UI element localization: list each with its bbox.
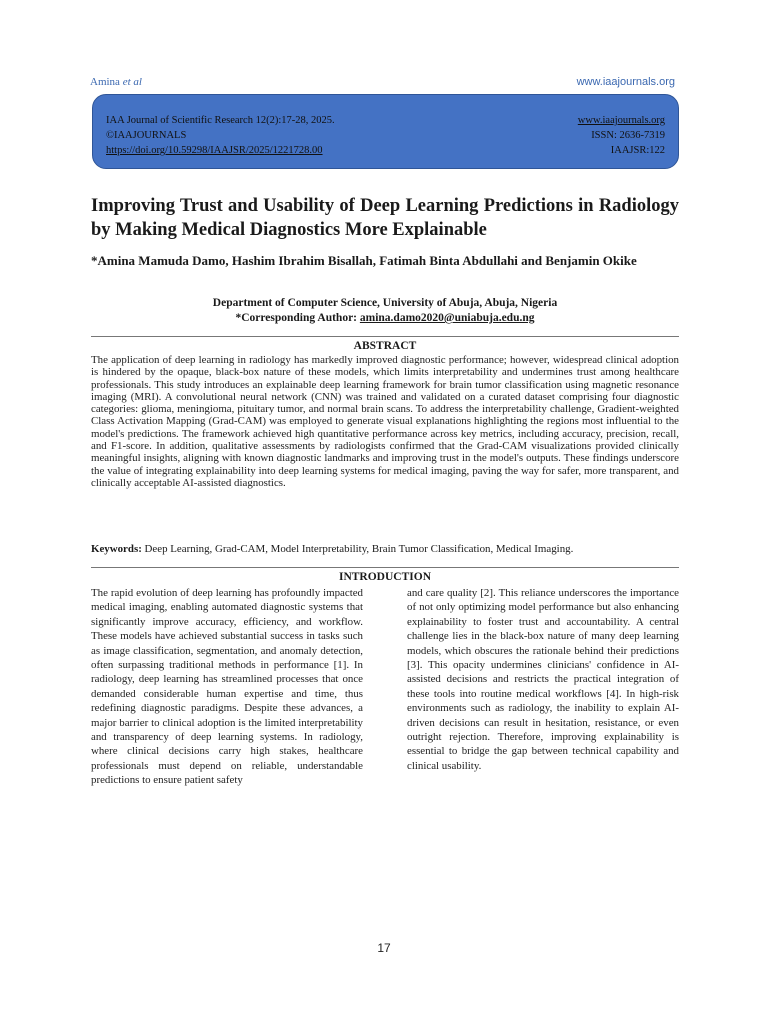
running-header-author xyxy=(90,76,142,88)
keywords-label: Keywords: xyxy=(91,543,142,555)
running-header xyxy=(90,76,675,92)
corresponding-label: *Corresponding Author: xyxy=(235,312,360,324)
issn: ISSN: 2636-7319 xyxy=(591,130,665,141)
page-number: 17 xyxy=(377,941,391,955)
introduction-left-column: The rapid evolution of deep learning has profoundly impacted medical imaging, enabling automated diagnostic systems that significantly improve accuracy, efficiency, and workflow. These models have achieved substantial success in tasks such as image classification, segmentation, and anomaly detection, often surpassing traditional methods in performance [1]. In radiology, deep learning has streamlined processes that once demanded considerable human expertise and time, thus redefining diagnostic paradigms. Despite these advances, a major barrier to clinical adoption is the limited interpretability and transparency of deep learning systems. In radiology, where clinical decisions carry high stakes, healthcare professionals must depend on reliable, understandable predictions to ensure patient safety xyxy=(91,587,363,787)
author-list: *Amina Mamuda Damo, Hashim Ibrahim Bisallah, Fatimah Binta Abdullahi and Benjamin Okike xyxy=(91,253,637,268)
journal-citation-block xyxy=(106,113,335,158)
affiliation-block xyxy=(91,296,679,326)
copyright: ©IAAJOURNALS xyxy=(106,130,187,141)
journal-meta-block xyxy=(578,113,665,158)
introduction-right-column: and care quality [2]. This reliance underscores the importance of not only optimizing model performance but also enhancing explainability to foster trust and accountability. A central challenge lies in the black-box nature of many deep learning models, which obscures the rationale behind their predictions [3]. This opacity undermines clinicians' confidence in AI-assisted decisions and restricts the practical integration of these tools into routine medical workflows [4]. In high-risk environments such as radiology, the inability to explain AI-driven decisions can result in hesitation, resistance, or even outright rejection. Therefore, improving explainability is essential to bridge the gap between technical capability and clinical usability. xyxy=(407,587,679,772)
corresponding-email-link[interactable]: amina.damo2020@uniabuja.edu.ng xyxy=(359,312,535,324)
journal-citation: IAA Journal of Scientific Research 12(2):17-28, 2025. xyxy=(106,115,335,126)
keywords-list: Deep Learning, Grad-CAM, Model Interpretability, Brain Tumor Classification, Medical Imaging. xyxy=(141,543,574,555)
journal-info-box xyxy=(92,94,679,169)
author-surname: Amina xyxy=(90,76,120,88)
introduction-heading: INTRODUCTION xyxy=(338,571,431,583)
department: Department of Computer Science, University of Abuja, Abuja, Nigeria xyxy=(212,297,558,309)
divider-top xyxy=(91,336,679,337)
et-al: et al xyxy=(122,76,142,88)
abstract-text: The application of deep learning in radiology has markedly improved diagnostic performance; however, widespread clinical adoption is hindered by the opaque, black-box nature of these models, which limits interpretability and undermines trust among healthcare professionals. This study introduces an explainable deep learning framework for brain tumor classification using magnetic resonance imaging (MRI). A convolutional neural network (CNN) was trained and validated on a curated dataset comprising four diagnostic categories: glioma, meningioma, pituitary tumor, and normal brain scans. To address the interpretability challenge, Gradient-weighted Class Activation Mapping (Grad-CAM) was employed to generate visual explanations highlighting the regions most influential to the model's predictions. The framework achieved high quantitative performance across key metrics, including accuracy, precision, recall, and F1-score. In addition, qualitative assessments by radiologists confirmed that the Grad-CAM visualizations provided clinically meaningful insights, aligning with known diagnostic landmarks and improving trust in the model's outputs. These findings underscore the value of integrating explainability into deep learning systems for medical imaging, paving the way for safer, more transparent, and clinically acceptable AI-assisted diagnostics. xyxy=(91,354,679,489)
journal-code: IAAJSR:122 xyxy=(610,145,665,156)
abstract-heading: ABSTRACT xyxy=(353,340,417,352)
paper-title: Improving Trust and Usability of Deep Learning Predictions in Radiology by Making Medical Diagnostics More Explainable xyxy=(91,196,679,240)
corresponding-author xyxy=(91,311,679,326)
journal-url-link[interactable]: www.iaajournals.org xyxy=(577,115,665,126)
journal-website-link[interactable]: www.iaajournals.org xyxy=(576,76,675,88)
keywords xyxy=(91,543,679,556)
doi-link[interactable]: https://doi.org/10.59298/IAAJSR/2025/1221728.00 xyxy=(106,145,323,156)
divider-bottom xyxy=(91,567,679,568)
